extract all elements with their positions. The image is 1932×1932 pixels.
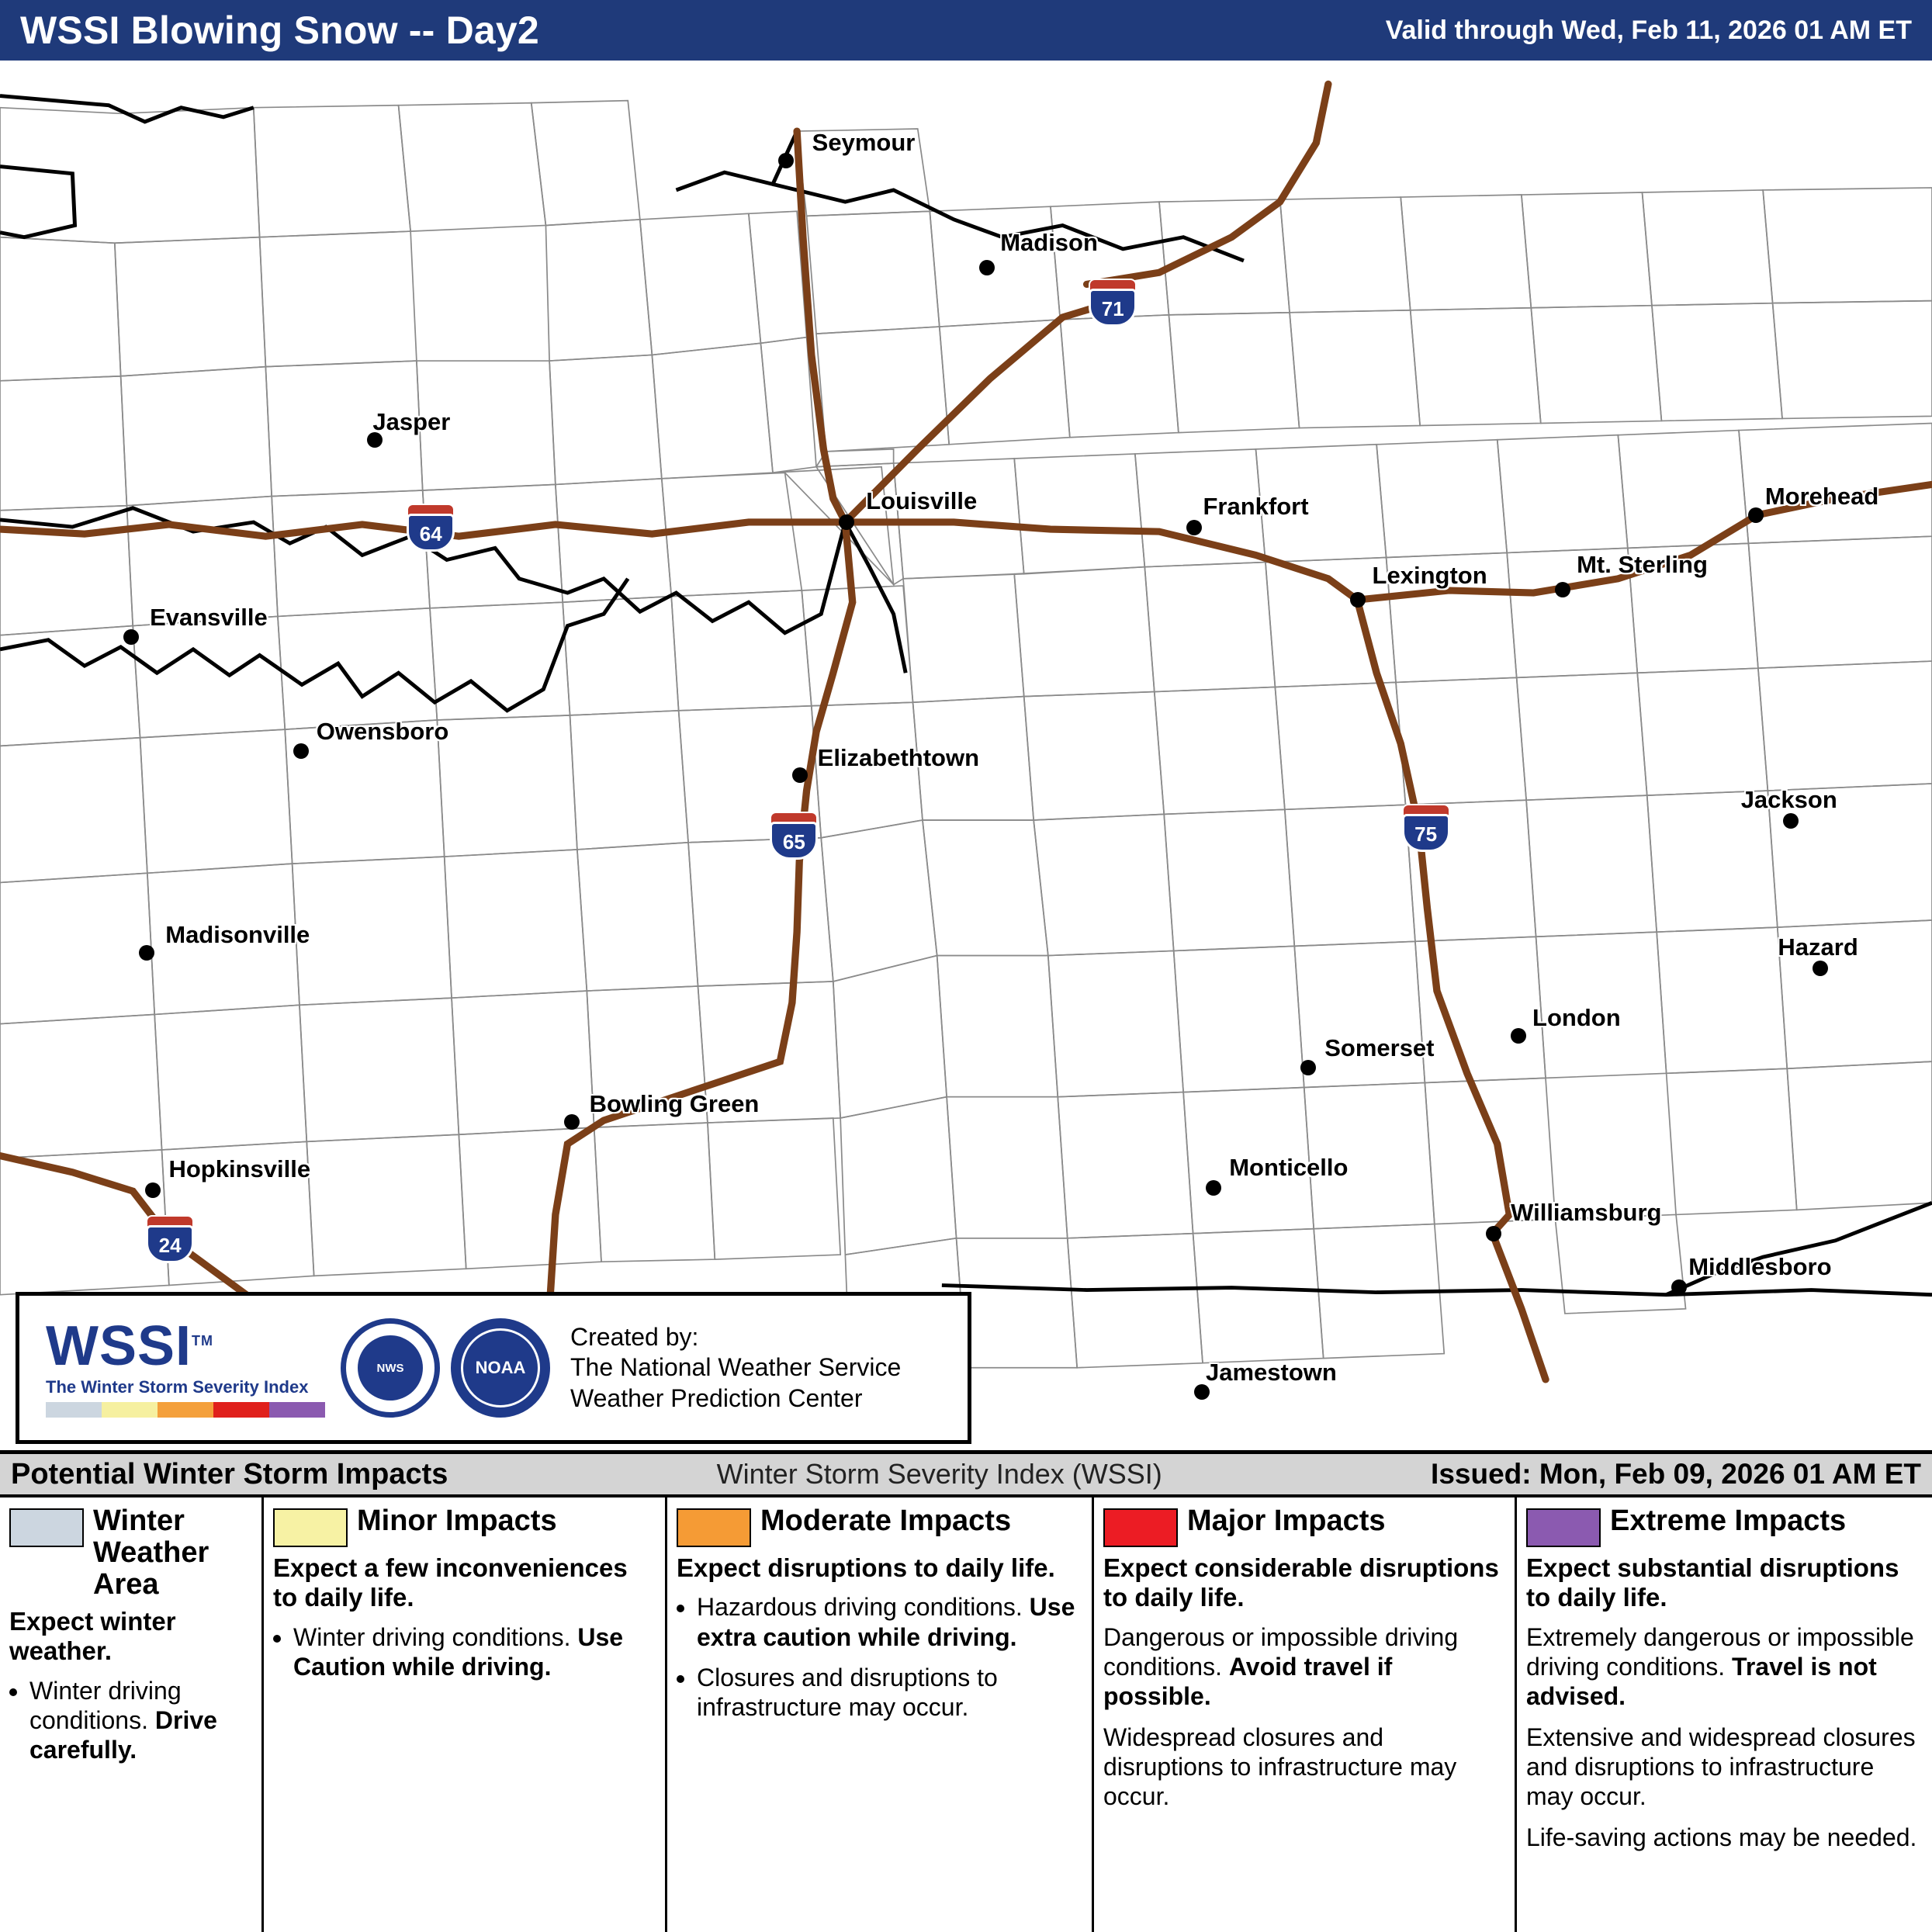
legend-swatch-minor-impacts — [273, 1508, 348, 1547]
interstate-shield-65 — [770, 812, 818, 860]
page-header — [0, 0, 1932, 61]
created-by-line-1: Created by: — [570, 1323, 699, 1352]
city-label-elizabethtown: Elizabethtown — [817, 744, 980, 772]
city-dot — [839, 514, 854, 530]
state-boundaries — [0, 96, 1932, 1295]
legend-column-major-impacts — [1094, 1497, 1517, 1932]
created-by-block — [570, 1322, 901, 1413]
city-label-jamestown: Jamestown — [1205, 1358, 1337, 1386]
city-label-monticello: Monticello — [1229, 1154, 1349, 1182]
legend-swatch-winter-weather-area — [9, 1508, 84, 1547]
legend-title: Moderate Impacts — [760, 1504, 1012, 1537]
legend-paragraph-emphasis: Travel is not advised. — [1526, 1652, 1877, 1711]
legend-paragraph — [1526, 1823, 1923, 1852]
legend-paragraph-text: Extensive and widespread closures and disruptions to infrastructure may occur. — [1526, 1723, 1916, 1811]
legend-paragraph-text: Life-saving actions may be needed. — [1526, 1823, 1917, 1851]
legend-lede: Expect a few inconveniences to daily life. — [273, 1553, 628, 1612]
noaa-seal-icon — [451, 1318, 550, 1418]
wssi-wordmark-text: WSSI — [46, 1315, 192, 1377]
city-dot — [792, 767, 808, 783]
legend-lede: Expect winter weather. — [9, 1607, 176, 1666]
city-dot — [1783, 813, 1799, 829]
city-label-frankfort: Frankfort — [1203, 492, 1309, 520]
legend-swatch-major-impacts — [1103, 1508, 1178, 1547]
impacts-subheader — [0, 1452, 1932, 1497]
city-label-williamsburg: Williamsburg — [1511, 1198, 1662, 1226]
impacts-title: Potential Winter Storm Impacts — [11, 1457, 448, 1491]
legend-paragraph-text: Extremely dangerous or impossible driving conditions. — [1526, 1622, 1914, 1681]
wssi-full-name: Winter Storm Severity Index (WSSI) — [716, 1458, 1162, 1490]
legend-paragraph — [1526, 1622, 1923, 1712]
city-label-madison: Madison — [1000, 228, 1098, 256]
city-label-bowling-green: Bowling Green — [589, 1090, 760, 1118]
impacts-legend — [0, 1497, 1932, 1932]
wssi-attribution-box — [16, 1292, 971, 1444]
city-label-louisville: Louisville — [866, 486, 978, 514]
wssi-trademark: TM — [192, 1333, 214, 1349]
legend-bullet-text: Winter driving conditions. — [293, 1622, 578, 1651]
wssi-logo — [19, 1315, 330, 1418]
legend-paragraph — [1526, 1723, 1923, 1812]
legend-bullet-text: Winter driving conditions. — [29, 1676, 182, 1735]
city-label-london: London — [1532, 1003, 1621, 1031]
legend-paragraph — [1103, 1723, 1505, 1812]
page-title: WSSI Blowing Snow -- Day2 — [20, 9, 539, 52]
legend-bullet-emphasis: Use Caution while driving. — [293, 1622, 624, 1681]
city-label-lexington: Lexington — [1372, 562, 1487, 590]
legend-paragraph-text: Dangerous or impossible driving conditions. — [1103, 1622, 1459, 1681]
city-dot — [1511, 1028, 1526, 1044]
map-canvas[interactable] — [0, 61, 1932, 1452]
legend-swatch-extreme-impacts — [1526, 1508, 1601, 1547]
city-dot — [1813, 961, 1828, 976]
legend-header — [273, 1505, 656, 1547]
created-by-line-3: Weather Prediction Center — [570, 1383, 863, 1412]
nws-seal-text: NWS — [358, 1335, 423, 1401]
city-dot — [145, 1182, 161, 1198]
city-label-hazard: Hazard — [1778, 933, 1858, 961]
legend-body — [677, 1592, 1082, 1723]
legend-bullet-text: Hazardous driving conditions. — [697, 1593, 1030, 1622]
city-label-seymour: Seymour — [812, 128, 916, 156]
legend-body — [1103, 1622, 1505, 1812]
city-dot — [1671, 1279, 1687, 1295]
legend-body — [273, 1622, 656, 1682]
city-label-hopkinsville: Hopkinsville — [168, 1155, 311, 1183]
wssi-color-scale — [46, 1402, 325, 1418]
interstate-shield-64 — [407, 504, 455, 552]
interstate-shield-label: 65 — [770, 822, 818, 860]
legend-title: Major Impacts — [1187, 1504, 1386, 1537]
legend-paragraph-emphasis: Avoid travel if possible. — [1103, 1652, 1393, 1711]
legend-bullet — [29, 1676, 252, 1765]
city-dot — [1350, 592, 1366, 608]
city-dot — [1206, 1180, 1221, 1196]
city-dot — [778, 153, 794, 168]
nws-seal-icon — [341, 1318, 440, 1418]
legend-column-moderate-impacts — [667, 1497, 1094, 1932]
legend-header — [1103, 1505, 1505, 1547]
wssi-wordmark — [46, 1315, 330, 1377]
interstate-shield-label: 64 — [407, 514, 455, 552]
legend-title: Extreme Impacts — [1610, 1504, 1847, 1537]
city-dot — [139, 945, 154, 961]
legend-bullet — [697, 1663, 1082, 1723]
city-dot — [1186, 520, 1202, 535]
interstate-shield-label: 24 — [146, 1225, 194, 1263]
city-label-mt-sterling: Mt. Sterling — [1577, 551, 1708, 579]
interstate-shield-24 — [146, 1215, 194, 1263]
legend-bullet-emphasis: Drive carefully. — [29, 1706, 217, 1764]
legend-bullet — [697, 1592, 1082, 1652]
legend-bullet-emphasis: Use extra caution while driving. — [697, 1593, 1075, 1651]
legend-body — [9, 1676, 252, 1765]
noaa-seal-text: NOAA — [461, 1328, 540, 1407]
city-label-madisonville: Madisonville — [165, 920, 310, 948]
city-dot — [1748, 507, 1764, 523]
county-boundaries — [0, 101, 1932, 1380]
legend-paragraph — [1103, 1622, 1505, 1712]
city-label-jackson: Jackson — [1740, 785, 1837, 813]
legend-bullet-text: Closures and disruptions to infrastructure may occur. — [697, 1664, 998, 1722]
city-label-somerset: Somerset — [1324, 1034, 1435, 1062]
legend-lede: Expect disruptions to daily life. — [677, 1553, 1055, 1582]
interstate-shield-71 — [1089, 279, 1137, 327]
city-dot — [1300, 1060, 1316, 1075]
legend-column-extreme-impacts — [1517, 1497, 1932, 1932]
interstate-shield-label: 71 — [1089, 289, 1137, 327]
city-dot — [1486, 1226, 1501, 1241]
interstate-shield-75 — [1402, 804, 1450, 852]
legend-paragraph-text: Widespread closures and disruptions to infrastructure may occur. — [1103, 1723, 1457, 1811]
city-label-owensboro: Owensboro — [316, 718, 449, 746]
wssi-tagline: The Winter Storm Severity Index — [46, 1377, 309, 1397]
legend-body — [1526, 1622, 1923, 1853]
interstate-shield-label: 75 — [1402, 814, 1450, 852]
city-label-middlesboro: Middlesboro — [1688, 1252, 1832, 1280]
legend-title: Minor Impacts — [357, 1504, 557, 1537]
city-label-morehead: Morehead — [1764, 483, 1879, 511]
city-label-jasper: Jasper — [372, 407, 451, 435]
legend-column-minor-impacts — [264, 1497, 667, 1932]
legend-lede: Expect substantial disruptions to daily life. — [1526, 1553, 1899, 1612]
issued-text: Issued: Mon, Feb 09, 2026 01 AM ET — [1431, 1458, 1921, 1490]
legend-column-winter-weather-area — [0, 1497, 264, 1932]
legend-lede: Expect considerable disruptions to daily life. — [1103, 1553, 1499, 1612]
legend-header — [677, 1505, 1082, 1547]
city-dot — [1194, 1384, 1210, 1400]
legend-bullet — [293, 1622, 656, 1682]
city-label-evansville: Evansville — [150, 604, 268, 632]
legend-header — [9, 1505, 252, 1601]
legend-header — [1526, 1505, 1923, 1547]
city-dot — [123, 629, 139, 645]
city-dot — [979, 260, 995, 275]
city-dot — [293, 743, 309, 759]
city-dot — [564, 1114, 580, 1130]
legend-title: Winter Weather Area — [93, 1504, 209, 1601]
valid-through-text: Valid through Wed, Feb 11, 2026 01 AM ET — [1385, 15, 1912, 45]
city-dot — [1555, 582, 1570, 597]
created-by-line-2: The National Weather Service — [570, 1353, 902, 1382]
legend-swatch-moderate-impacts — [677, 1508, 751, 1547]
